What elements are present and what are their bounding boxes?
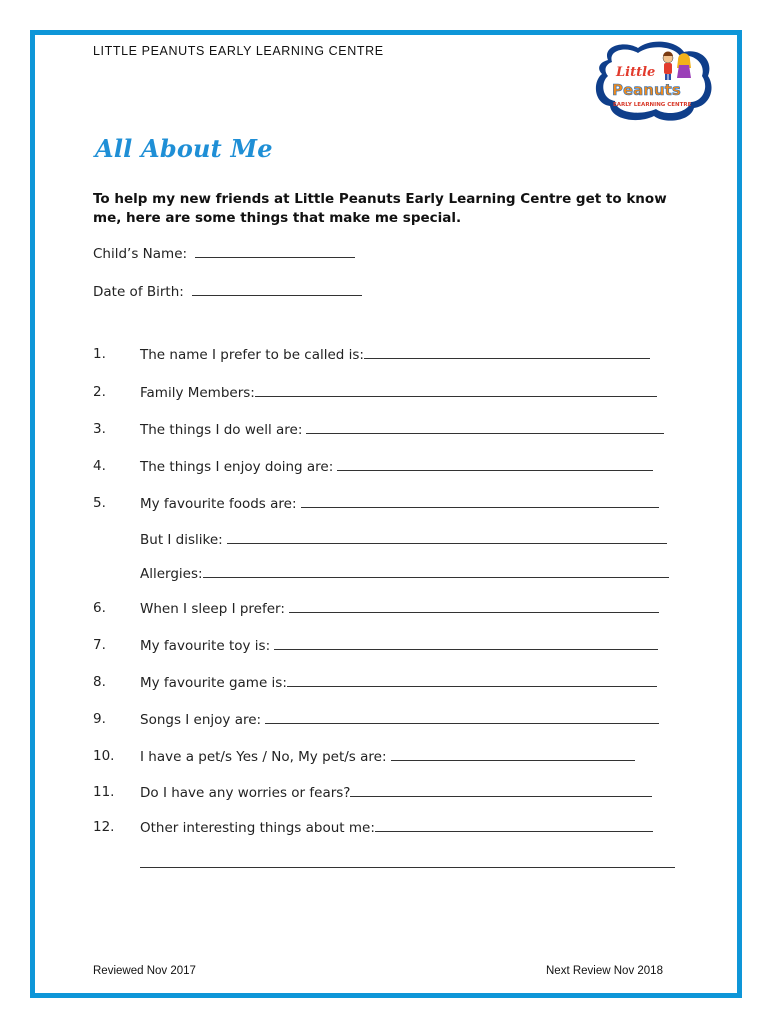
little-peanuts-logo — [594, 38, 716, 124]
item-label: When I sleep I prefer: — [140, 601, 285, 617]
item-worries-fears — [140, 784, 652, 801]
item-things-do-well — [140, 421, 664, 438]
dob-label: Date of Birth: — [93, 284, 184, 300]
item-label: But I dislike: — [140, 532, 223, 548]
item-number: 1. — [93, 346, 106, 362]
item-label: I have a pet/s Yes / No, My pet/s are: — [140, 749, 387, 765]
intro-text: To help my new friends at Little Peanuts Early Learning Centre get to know me, here are some things that make me special. — [93, 191, 667, 226]
item-label: Other interesting things about me: — [140, 820, 375, 836]
answer-field[interactable] — [391, 748, 635, 761]
item-things-enjoy — [140, 458, 653, 475]
item-number: 6. — [93, 600, 106, 616]
item-favourite-game — [140, 674, 657, 691]
dob-row — [93, 283, 362, 300]
answer-field[interactable] — [287, 674, 657, 687]
item-other-interesting — [140, 819, 653, 836]
item-allergies — [140, 565, 669, 582]
item-family-members — [140, 384, 657, 401]
item-number: 5. — [93, 495, 106, 511]
item-pets — [140, 748, 635, 765]
item-label: My favourite foods are: — [140, 496, 297, 512]
item-sleep-preference — [140, 600, 659, 617]
dob-field[interactable] — [192, 283, 362, 296]
item-number: 9. — [93, 711, 106, 727]
item-label: Allergies: — [140, 566, 203, 582]
item-label: My favourite game is: — [140, 675, 287, 691]
item-dislike — [140, 531, 667, 548]
answer-field[interactable] — [289, 600, 659, 613]
child-name-row — [93, 245, 355, 262]
reviewed-date: Reviewed Nov 2017 — [93, 965, 196, 977]
item-label: The things I enjoy doing are: — [140, 459, 334, 475]
answer-field[interactable] — [203, 565, 669, 578]
logo-text-little: Little — [616, 65, 656, 80]
item-favourite-foods — [140, 495, 659, 512]
item-number: 11. — [93, 784, 115, 800]
item-label: My favourite toy is: — [140, 638, 271, 654]
item-number: 7. — [93, 637, 106, 653]
logo-text-elc: EARLY LEARNING CENTRE — [613, 102, 692, 108]
answer-field[interactable] — [227, 531, 667, 544]
extra-answer-line[interactable] — [140, 867, 675, 868]
answer-field[interactable] — [255, 384, 657, 397]
item-number: 10. — [93, 748, 115, 764]
item-label: Songs I enjoy are: — [140, 712, 262, 728]
item-label: Family Members: — [140, 385, 255, 401]
answer-field[interactable] — [306, 421, 664, 434]
answer-field[interactable] — [350, 784, 652, 797]
logo-text-peanuts: Peanuts — [612, 81, 681, 99]
item-number: 2. — [93, 384, 106, 400]
item-number: 8. — [93, 674, 106, 690]
answer-field[interactable] — [301, 495, 659, 508]
item-number: 4. — [93, 458, 106, 474]
centre-name-header: LITTLE PEANUTS EARLY LEARNING CENTRE — [93, 44, 384, 58]
answer-field[interactable] — [274, 637, 658, 650]
answer-field[interactable] — [364, 346, 650, 359]
child-name-field[interactable] — [195, 245, 355, 258]
answer-field[interactable] — [337, 458, 653, 471]
item-number: 3. — [93, 421, 106, 437]
child-name-label: Child’s Name: — [93, 246, 188, 262]
page-title: All About Me — [95, 134, 273, 163]
item-label: Do I have any worries or fears? — [140, 785, 351, 801]
item-favourite-toy — [140, 637, 658, 654]
item-songs-enjoy — [140, 711, 659, 728]
item-label: The things I do well are: — [140, 422, 303, 438]
answer-field[interactable] — [265, 711, 659, 724]
page-border — [30, 30, 742, 998]
answer-field[interactable] — [375, 819, 653, 832]
item-preferred-name — [140, 346, 650, 363]
item-label: The name I prefer to be called is: — [140, 347, 364, 363]
item-number: 12. — [93, 819, 115, 835]
next-review-date: Next Review Nov 2018 — [546, 965, 663, 977]
